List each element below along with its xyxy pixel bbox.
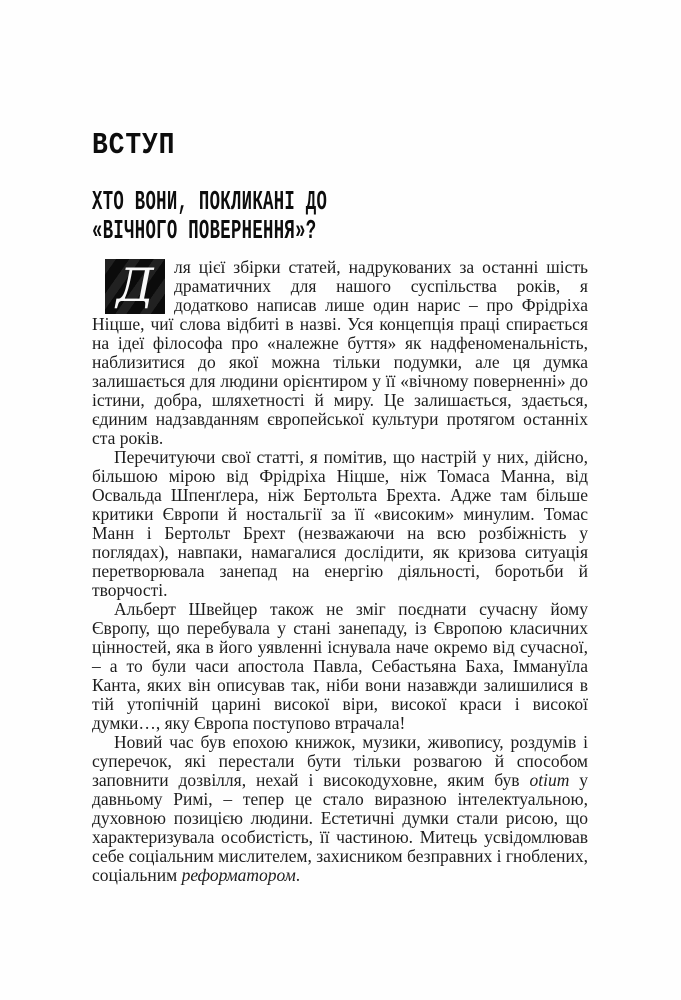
text-run: ля цієї збірки статей, надрукованих за останні шість драматичних для нашого суспільства років, я додатково написав лише один нарис – про Фрідріха Ніцше, чиї слова відбиті в назві. Уся концепція праці спирається на ідеї філософа про «належне буття» як надфеноменальність, наблизитися до якої можна тільки подумки, але ця думка залишається для людини орієнтиром у її «вічному поверненні» до істини, добра, шляхетності й миру. Це залишається, здається, єдиним надзавданням європейської культури протягом останніх ста років. xyxy=(92,257,588,448)
text-run: у давньому Римі, – тепер це стало виразною інтелектуальною, духовною позицією людини. Естетичні думки стали рисою, що характеризувала особистість, її частиною. Митець усвідомлював себе соціальним мислителем, захисником безправних і гноблених, соціальним xyxy=(92,770,589,885)
chapter-title: ВСТУП xyxy=(92,128,176,163)
paragraph-2 xyxy=(92,448,588,600)
subtitle-line-2: «ВІЧНОГО ПОВЕРНЕННЯ»? xyxy=(92,217,317,247)
body-text xyxy=(92,258,588,885)
paragraph-4 xyxy=(92,733,588,885)
chapter-subtitle xyxy=(92,189,409,247)
paragraph-1 xyxy=(92,258,588,448)
text-run: Альберт Швейцер також не зміг поєднати сучасну йому Європу, що перебувала у стані занепаду, із Європою класичних цінностей, яка в його уявленні існувала наче окремо від сучасної, – а то були часи апостола Павла, Себастьяна Баха, Іммануїла Канта, яких він описував так, ніби вони назавжди залишилися в тій утопічній царині високої віри, високої краси і високої думки…, яку Європа поступово втрачала! xyxy=(92,599,588,733)
paragraph-3 xyxy=(92,600,588,733)
italic-text-run: otium xyxy=(529,770,570,790)
subtitle-line-1: ХТО ВОНИ, ПОКЛИКАНІ ДО xyxy=(92,188,328,218)
drop-cap-initial: Д xyxy=(105,259,165,314)
text-run: Перечитуючи свої статті, я помітив, що настрій у них, дійсно, більшою мірою від Фрідріха Ніцше, ніж Томаса Манна, від Освальда Шпенґлера, ніж Бертольта Брехта. Адже там більше критики Європи й ностальгії за її «високим» минулим. Томас Манн і Бертольт Брехт (незважаючи на всю розбіжність у поглядах), навпаки, намагалися дослідити, як кризова ситуація перетворювала занепад на енергію діяльності, боротьби й творчості. xyxy=(92,447,588,600)
text-run: Новий час був епохою книжок, музики, живопису, роздумів і суперечок, які перестали бути тільки розвагою й способом заповнити дозвілля, нехай і високодуховне, яким був xyxy=(92,732,588,790)
italic-text-run: реформатором xyxy=(181,865,296,885)
text-run: . xyxy=(295,865,301,885)
